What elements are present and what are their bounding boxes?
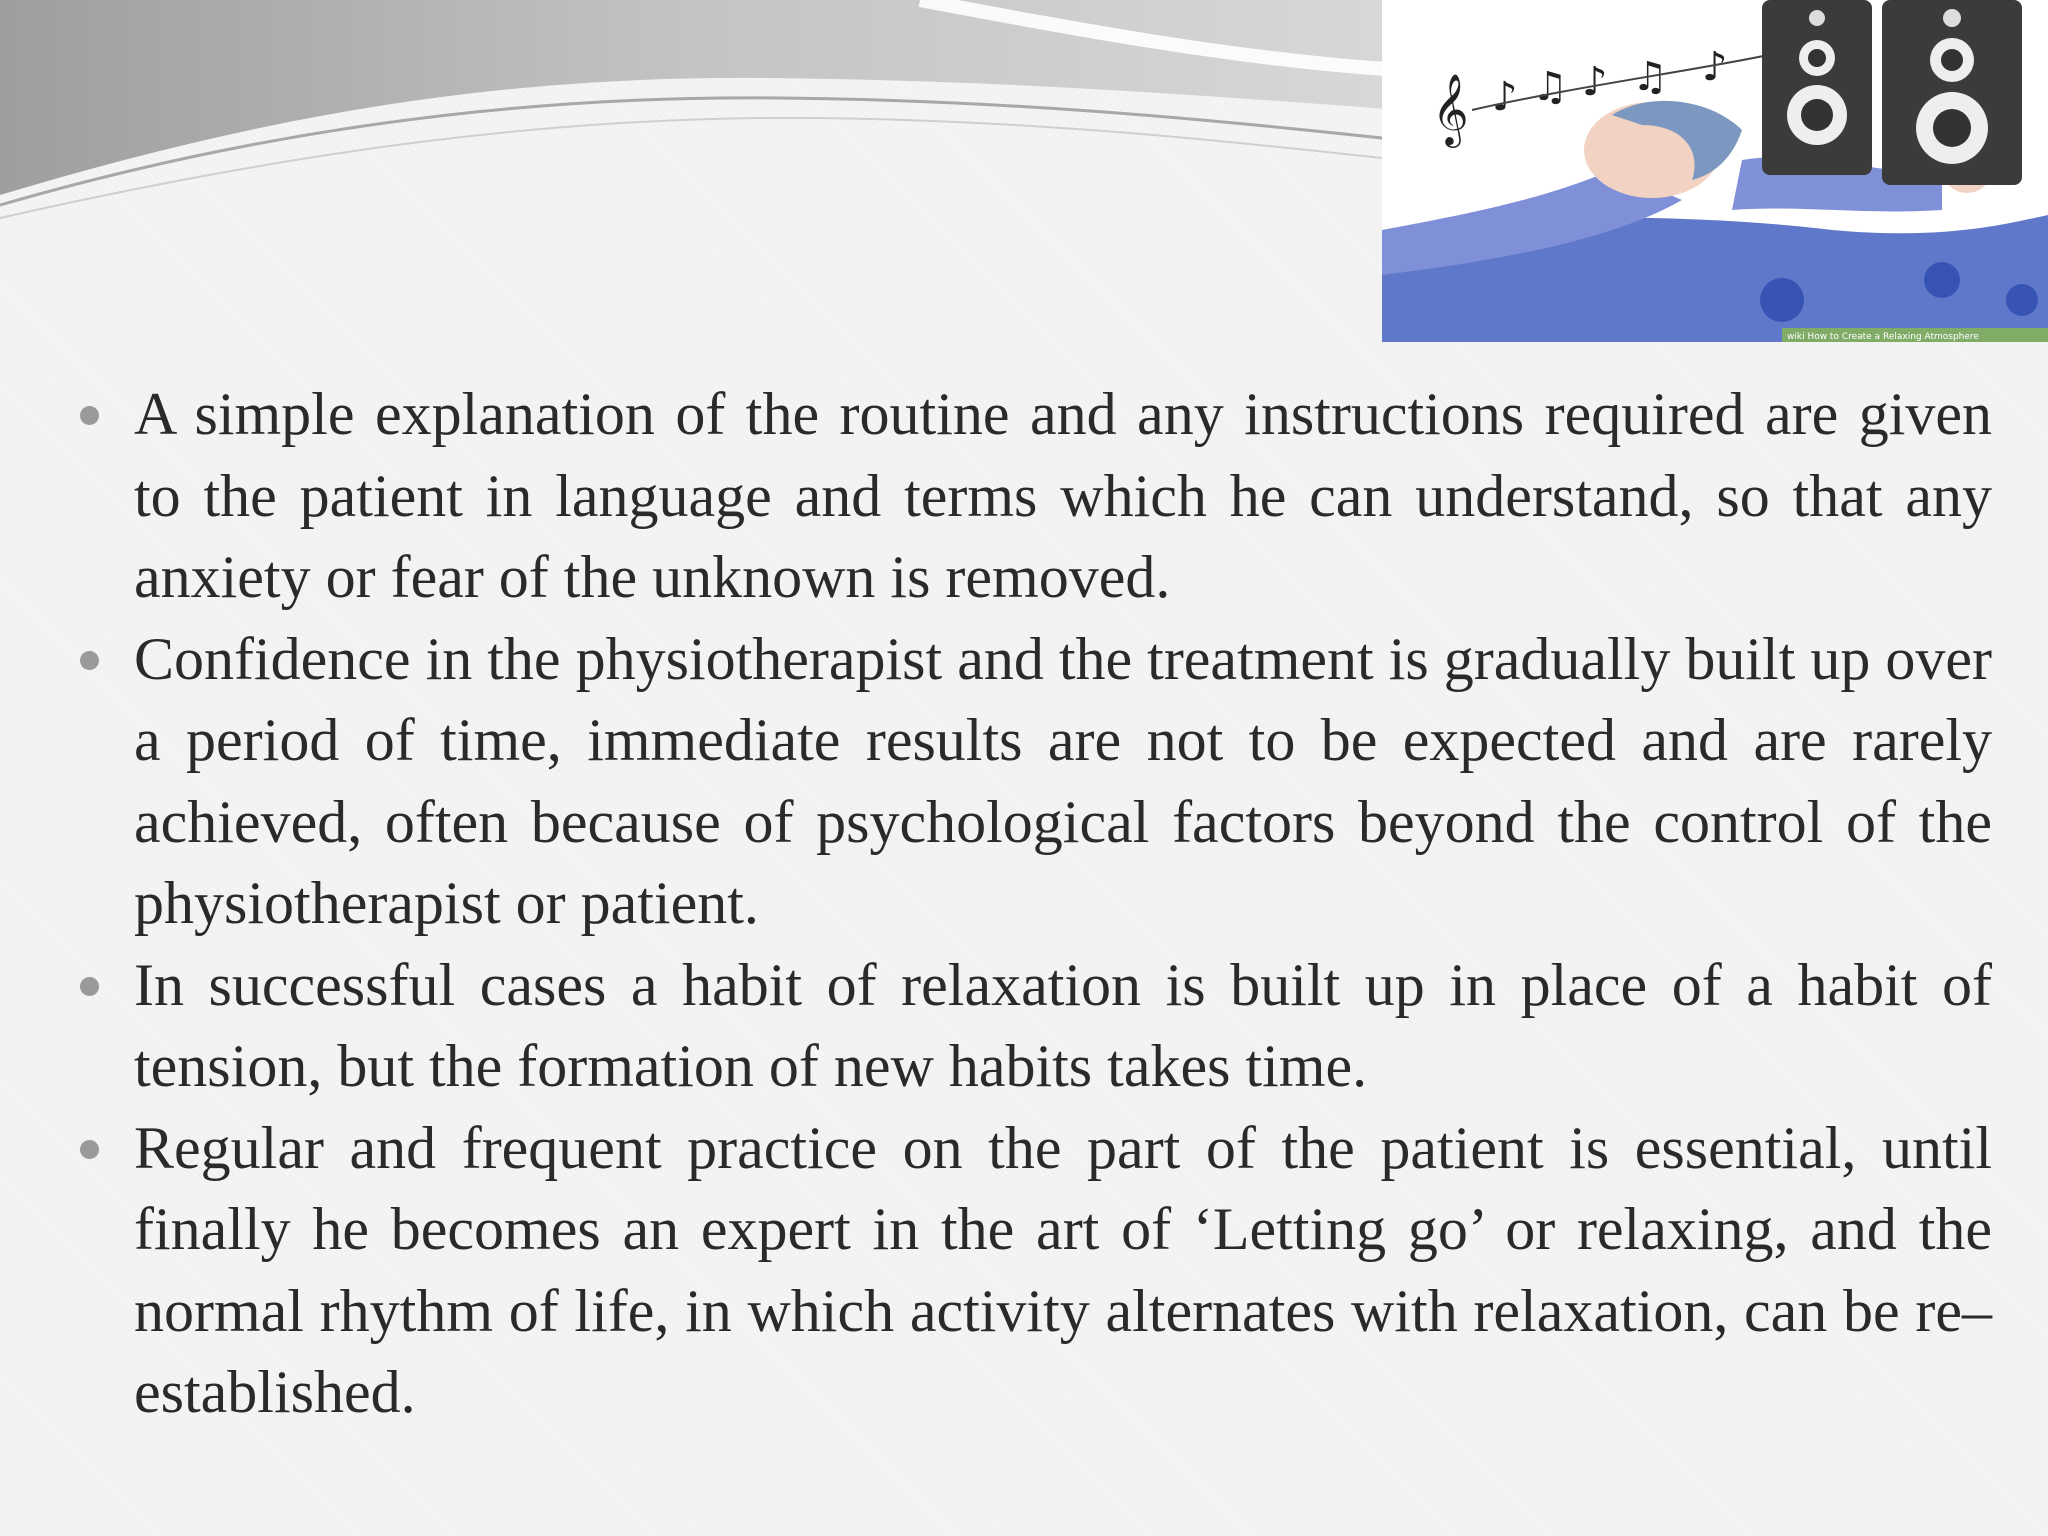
bullet-item-2 (72, 619, 1992, 945)
bullet-dot-icon (80, 651, 99, 670)
bullet-item-1 (72, 374, 1992, 619)
image-watermark: wiki How to Create a Relaxing Atmosphere (1787, 332, 1979, 342)
svg-text:♪: ♪ (1702, 44, 1728, 90)
bullet-text: In successful cases a habit of relaxation is built up in place of a habit of tension, but the formation of new habits takes time. (134, 951, 1992, 1099)
svg-text:♪: ♪ (1582, 59, 1608, 105)
svg-text:♪: ♪ (1492, 74, 1518, 120)
bullet-text: Regular and frequent practice on the part of the patient is essential, until finally he becomes an expert in the art of ‘Letting go’ or relaxing, and the normal rhythm of life, in which activity alternates with relaxation, can be re–established. (134, 1114, 1992, 1425)
svg-text:♫: ♫ (1632, 54, 1668, 100)
bullet-dot-icon (80, 977, 99, 996)
bullet-text: A simple explanation of the routine and any instructions required are given to the patient in language and terms which he can understand, so that any anxiety or fear of the unknown is removed. (134, 381, 1992, 610)
bullet-item-4 (72, 1108, 1992, 1434)
relaxation-illustration (1382, 0, 2048, 342)
bullet-item-3 (72, 945, 1992, 1108)
bullet-dot-icon (80, 406, 99, 425)
svg-text:♫: ♫ (1532, 64, 1568, 110)
svg-text:𝄞: 𝄞 (1432, 72, 1469, 145)
bullet-list (72, 374, 1992, 1434)
bullet-text: Confidence in the physiotherapist and the treatment is gradually built up over a period of time, immediate results are not to be expected and are rarely achieved, often because of psychological factors beyond the control of the physiotherapist or patient. (134, 625, 1992, 936)
bullet-dot-icon (80, 1140, 99, 1159)
person-relaxing-with-music-icon (1382, 0, 2048, 342)
